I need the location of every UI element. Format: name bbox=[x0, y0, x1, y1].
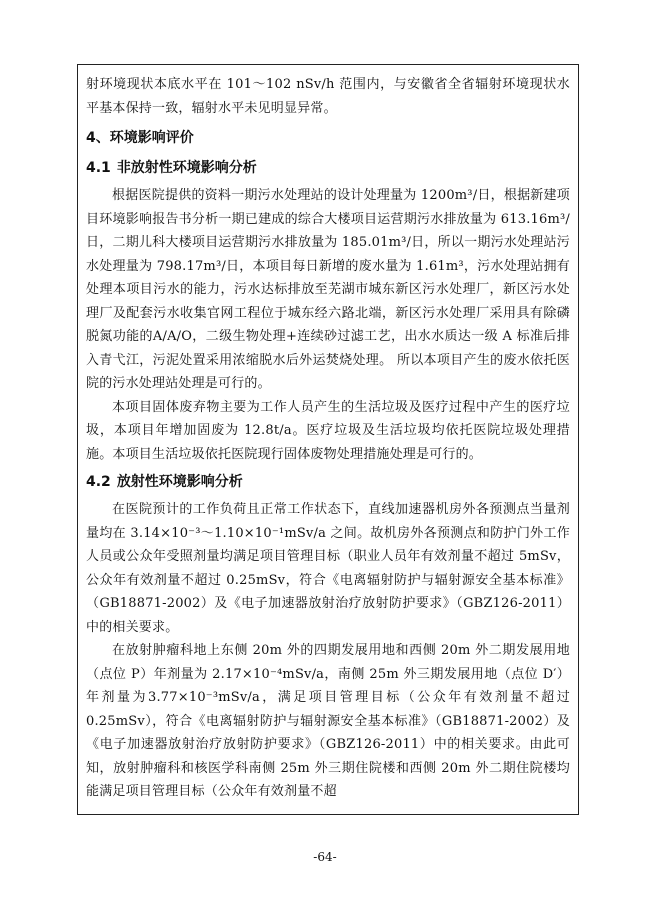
section-heading-4-1 bbox=[86, 156, 570, 180]
content-frame bbox=[77, 64, 579, 815]
paragraph-radiation-background: 射环境现状本底水平在 101～102 nSv/h 范围内，与安徽省全省辐射环境现状水平基本保持一致，辐射水平未见明显异常。 bbox=[86, 77, 570, 116]
section-number: 4.2 bbox=[86, 474, 111, 490]
page-number: -64- bbox=[313, 850, 337, 864]
section-title: 非放射性环境影响分析 bbox=[116, 160, 257, 176]
paragraph-surrounding-dose: 在放射肿瘤科地上东侧 20m 外的四期发展用地和西侧 20m 外二期发展用地（点位 P）年剂量为 2.17×10⁻⁴mSv/a，南侧 25m 外三期发展用地（点位 D′）年剂量为3.77×10⁻³mSv/a，满足项目管理目标（公众年有效剂量不超过 0.25mSv），符合《电离辐射防护与辐射源安全基本标准》（GB18871-2002）及《电子加速器放射治疗放射防护要求》（GBZ126-2011）中的相关要求。由此可知，放射肿瘤科和核医学科南侧 25m 外三期住院楼和西侧 20m 外二期住院楼均能满足项目管理目标（公众年有效剂量不超 bbox=[86, 643, 570, 799]
paragraph-wastewater: 根据医院提供的资料一期污水处理站的设计处理量为 1200m³/日，根据新建项目环境影响报告书分析一期已建成的综合大楼项目运营期污水排放量为 613.16m³/日，二期儿科大楼项目运营期污水排放量为 185.01m³/日，所以一期污水处理站污水处理量为 798.17m³/日，本项目每日新增的废水量为 1.61m³，污水处理站拥有处理本项目污水的能力，污水达标排放至芜湖市城东新区污水处理厂，新区污水处理厂及配套污水收集官网工程位于城东经六路北端，新区污水处理厂采用具有除磷脱氮功能的A/A/O，二级生物处理+连续砂过滤工艺，出水水质达一级 A 标准后排入青弋江，污泥处置采用浓缩脱水后外运焚烧处理。 所以本项目产生的废水依托医院的污水处理站处理是可行的。 bbox=[86, 188, 570, 391]
section-heading-4-2 bbox=[86, 470, 570, 494]
section-number: 4.1 bbox=[86, 160, 111, 176]
paragraph-accelerator-dose: 在医院预计的工作负荷且正常工作状态下，直线加速器机房外各预测点当量剂量均在 3.14×10⁻³～1.10×10⁻¹mSv/a 之间。故机房外各预测点和防护门外工作人员或公众年受照剂量均满足项目管理目标（职业人员年有效剂量不超过 5mSv，公众年有效剂量不超过 0.25mSv，符合《电离辐射防护与辐射源安全基本标准》（GB18871-2002）及《电子加速器放射治疗放射防护要求》（GBZ126-2011）中的相关要求。 bbox=[86, 502, 570, 635]
section-heading-environmental-impact: 4、环境影响评价 bbox=[86, 130, 194, 146]
paragraph-solid-waste: 本项目固体废弃物主要为工作人员产生的生活垃圾及医疗过程中产生的医疗垃圾，本项目年增加固废为 12.8t/a。医疗垃圾及生活垃圾均依托医院垃圾处理措施。本项目生活垃圾依托医院现行固体废物处理措施处理是可行的。 bbox=[86, 399, 570, 462]
section-title: 放射性环境影响分析 bbox=[116, 474, 243, 490]
